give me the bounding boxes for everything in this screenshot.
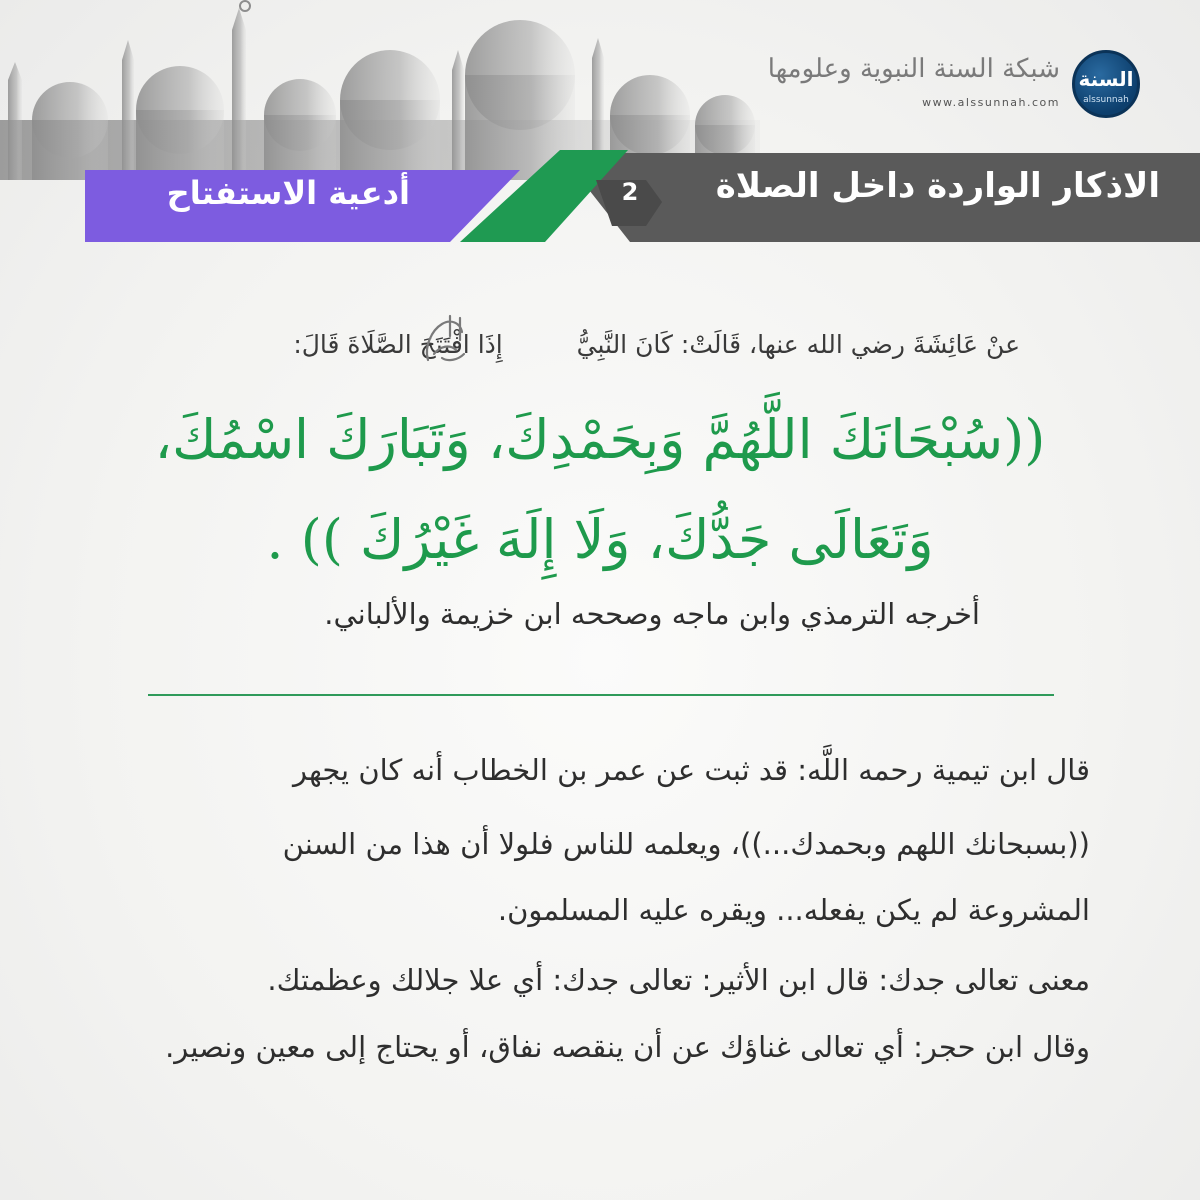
site-logo <box>767 40 1140 120</box>
salawat-calligraphy-icon <box>420 310 470 368</box>
hadith-text-line-2: وَتَعَالَى جَدُّكَ، وَلَا إِلَهَ غَيْرُكَ )) . <box>266 508 934 571</box>
banner-subtitle: أدعية الاستفتاح <box>166 174 410 212</box>
logo-name: شبكة السنة النبوية وعلومها <box>767 54 1060 84</box>
commentary-line: معنى تعالى جدك: قال ابن الأثير: تعالى جدك: أي علا جلالك وعظمتك. <box>267 963 1090 997</box>
logo-emblem-text: السنة <box>1078 67 1134 91</box>
commentary-line: قال ابن تيمية رحمه اللَّه: قد ثبت عن عمر بن الخطاب أنه كان يجهر <box>292 753 1090 787</box>
title-banner <box>0 150 1200 250</box>
banner-number: 2 <box>621 178 639 206</box>
section-divider <box>148 694 1054 696</box>
narration-after: إِذَا افْتَتَحَ الصَّلَاةَ قَالَ: <box>293 330 503 359</box>
logo-emblem <box>1072 50 1140 118</box>
commentary-line: المشروعة لم يكن يفعله... ويقره عليه المسلمون. <box>497 893 1090 927</box>
commentary-line: وقال ابن حجر: أي تعالى غناؤك عن أن ينقصه نفاق، أو يحتاج إلى معين ونصير. <box>165 1030 1090 1064</box>
logo-emblem-subtext: alssunnah <box>1083 95 1129 105</box>
narration-before: عنْ عَائِشَةَ رضي الله عنها، قَالَتْ: كَانَ النَّبِيُّ <box>576 330 1020 359</box>
hadith-narration <box>180 330 1020 359</box>
hadith-source: أخرجه الترمذي وابن ماجه وصححه ابن خزيمة والألباني. <box>324 597 980 631</box>
hadith-text-line-1: ((سُبْحَانَكَ اللَّهُمَّ وَبِحَمْدِكَ، وَتَبَارَكَ اسْمُكَ، <box>154 408 1046 471</box>
banner-main-title: الاذكار الواردة داخل الصلاة <box>715 166 1160 206</box>
logo-url: www.alssunnah.com <box>922 96 1060 109</box>
commentary-line: ((بسبحانك اللهم وبحمدك...))، ويعلمه للناس فلولا أن هذا من السنن <box>282 827 1090 861</box>
